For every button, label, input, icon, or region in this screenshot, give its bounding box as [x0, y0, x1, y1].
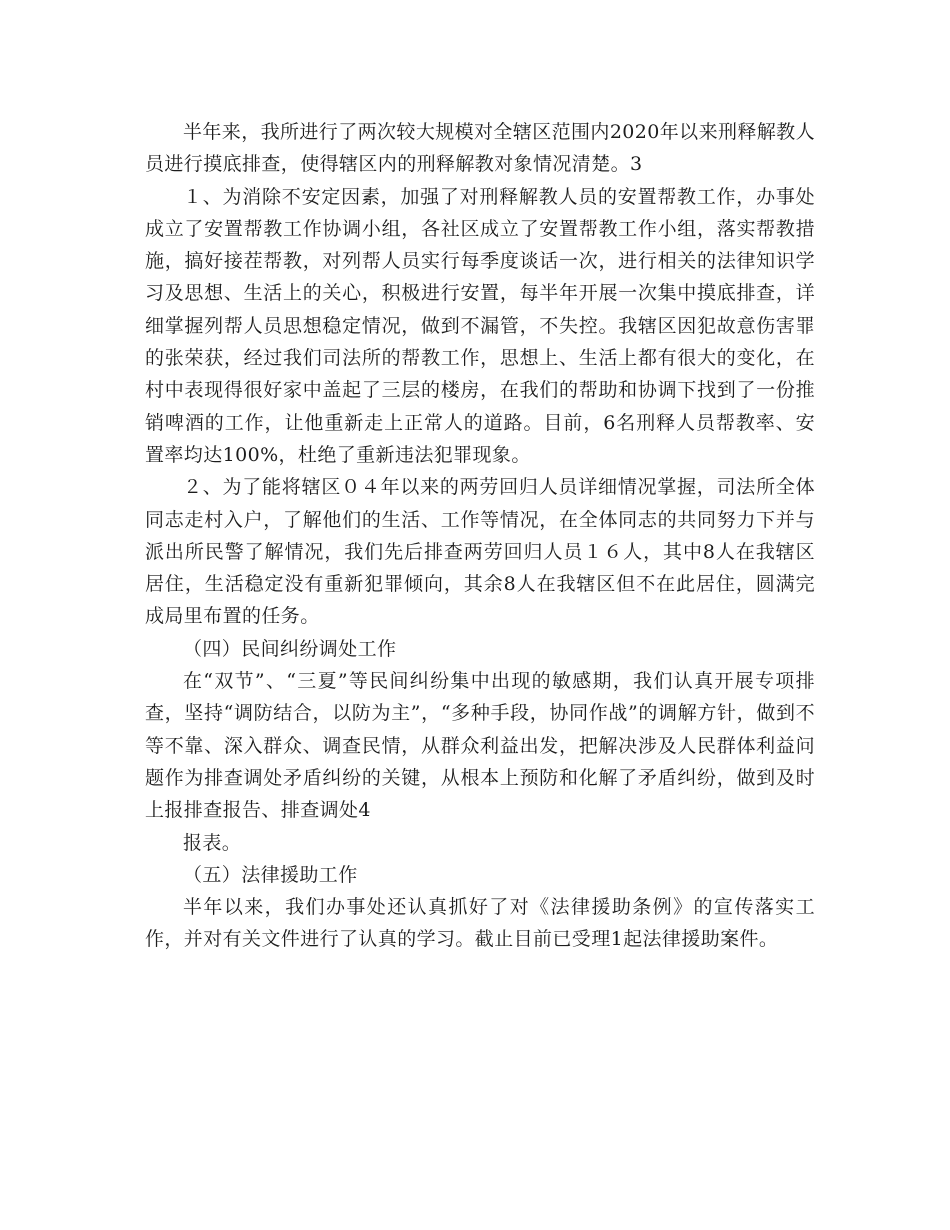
paragraph-disputes-continued: 报表。: [183, 831, 242, 854]
paragraph-legal-aid: 半年以来，我们办事处还认真抓好了对《法律援助条例》的宣传落实工作，并对有关文件进行了认真的学习。截止目前已受理1起法律援助案件。: [145, 896, 815, 951]
section-heading-disputes: （四）民间纠纷调处工作: [183, 637, 397, 660]
section-heading-legal-aid: （五）法律援助工作: [183, 863, 358, 886]
document-body: [145, 116, 815, 956]
paragraph-item-1: １、为消除不安定因素，加强了对刑释解教人员的安置帮教工作，办事处成立了安置帮教工作协调小组，各社区成立了安置帮教工作小组，落实帮教措施，搞好接茬帮教，对列帮人员实行每季度谈话一次，进行相关的法律知识学习及思想、生活上的关心，积极进行安置，每半年开展一次集中摸底排查，详细掌握列帮人员思想稳定情况，做到不漏管，不失控。我辖区因犯故意伤害罪的张荣获，经过我们司法所的帮教工作，思想上、生活上都有很大的变化，在村中表现得很好家中盖起了三层的楼房，在我们的帮助和协调下找到了一份推销啤酒的工作，让他重新走上正常人的道路。目前，6名刑释人员帮教率、安置率均达100%，杜绝了重新违法犯罪现象。: [145, 185, 815, 466]
paragraph-item-2: ２、为了能将辖区０４年以来的两劳回归人员详细情况掌握，司法所全体同志走村入户，了解他们的生活、工作等情况，在全体同志的共同努力下并与派出所民警了解情况，我们先后排查两劳回归人员１６人，其中8人在我辖区居住，生活稳定没有重新犯罪倾向，其余8人在我辖区但不在此居住，圆满完成局里布置的任务。: [145, 476, 815, 628]
paragraph-disputes: 在“双节”、“三夏”等民间纠纷集中出现的敏感期，我们认真开展专项排查，坚持“调防结合，以防为主”，“多种手段，协同作战”的调解方针，做到不等不靠、深入群众、调查民情，从群众利益出发，把解决涉及人民群体利益问题作为排查调处矛盾纠纷的关键，从根本上预防和化解了矛盾纠纷，做到及时上报排查报告、排查调处4: [145, 670, 815, 822]
paragraph-intro: 半年来，我所进行了两次较大规模对全辖区范围内2020年以来刑释解教人员进行摸底排查，使得辖区内的刑释解教对象情况清楚。3: [145, 121, 815, 176]
